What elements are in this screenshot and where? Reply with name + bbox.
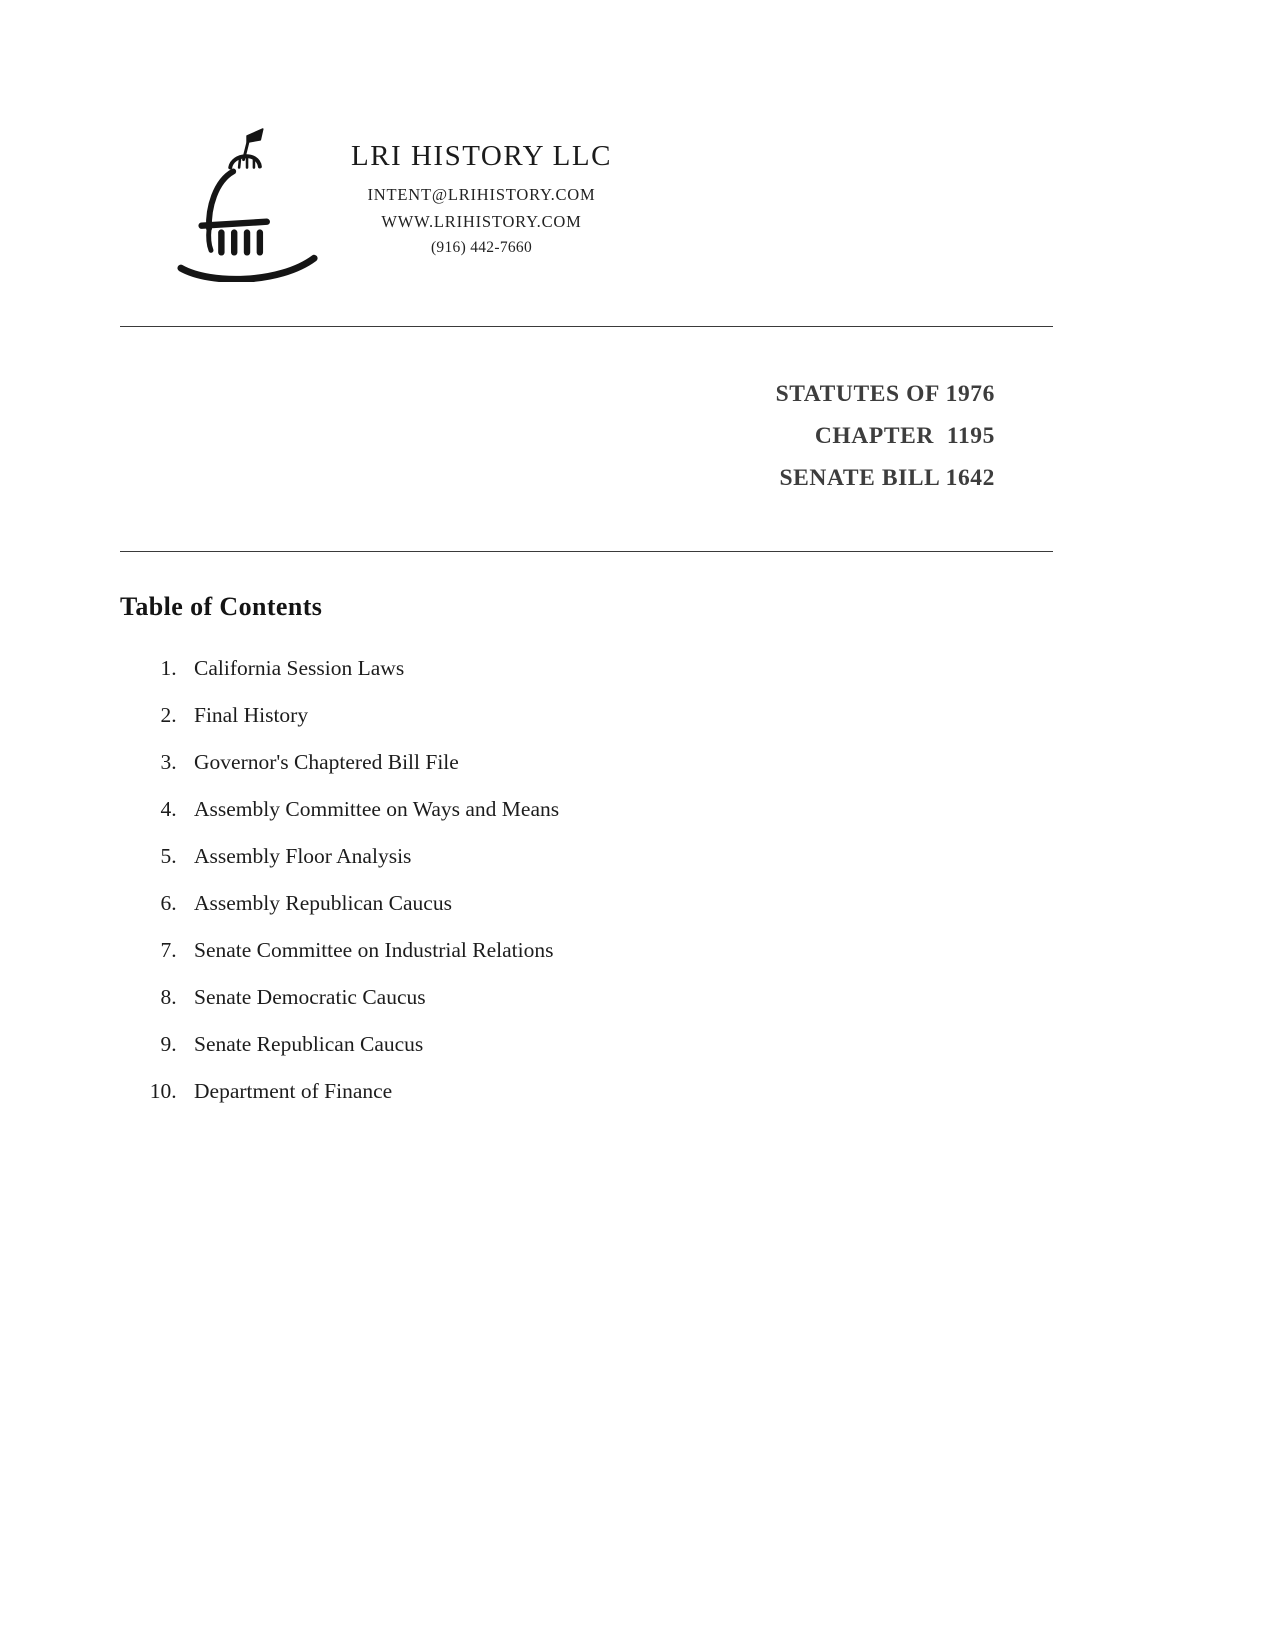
toc-item: 2. Final History	[182, 701, 1053, 730]
toc-item: 8. Senate Democratic Caucus	[182, 983, 1053, 1012]
toc-heading: Table of Contents	[120, 592, 323, 621]
company-website: WWW.LRIHISTORY.COM	[381, 212, 582, 231]
toc-list	[120, 654, 1053, 1106]
toc-item: 3. Governor's Chaptered Bill File	[182, 748, 1053, 777]
letterhead-text	[351, 122, 612, 264]
toc-item: 1. California Session Laws	[182, 654, 1053, 683]
chapter-line: CHAPTER 1195	[814, 423, 995, 449]
company-email: INTENT@LRIHISTORY.COM	[367, 185, 596, 204]
document-title-block	[120, 373, 1053, 499]
company-name: LRI HISTORY LLC	[351, 140, 612, 172]
divider-top	[120, 326, 1053, 327]
table-of-contents	[120, 592, 1053, 1106]
divider-bottom	[120, 551, 1053, 552]
toc-item: 4. Assembly Committee on Ways and Means	[182, 795, 1053, 824]
toc-item: 5. Assembly Floor Analysis	[182, 842, 1053, 871]
toc-item: 7. Senate Committee on Industrial Relations	[182, 936, 1053, 965]
statutes-year-line: STATUTES OF 1976	[775, 381, 995, 407]
toc-item: 9. Senate Republican Caucus	[182, 1030, 1053, 1059]
letterhead	[175, 122, 1276, 294]
capitol-sketch-logo	[175, 122, 323, 282]
toc-item: 6. Assembly Republican Caucus	[182, 889, 1053, 918]
company-phone: (916) 442-7660	[430, 239, 533, 256]
toc-item: 10. Department of Finance	[182, 1077, 1053, 1106]
senate-bill-line: SENATE BILL 1642	[779, 465, 995, 491]
